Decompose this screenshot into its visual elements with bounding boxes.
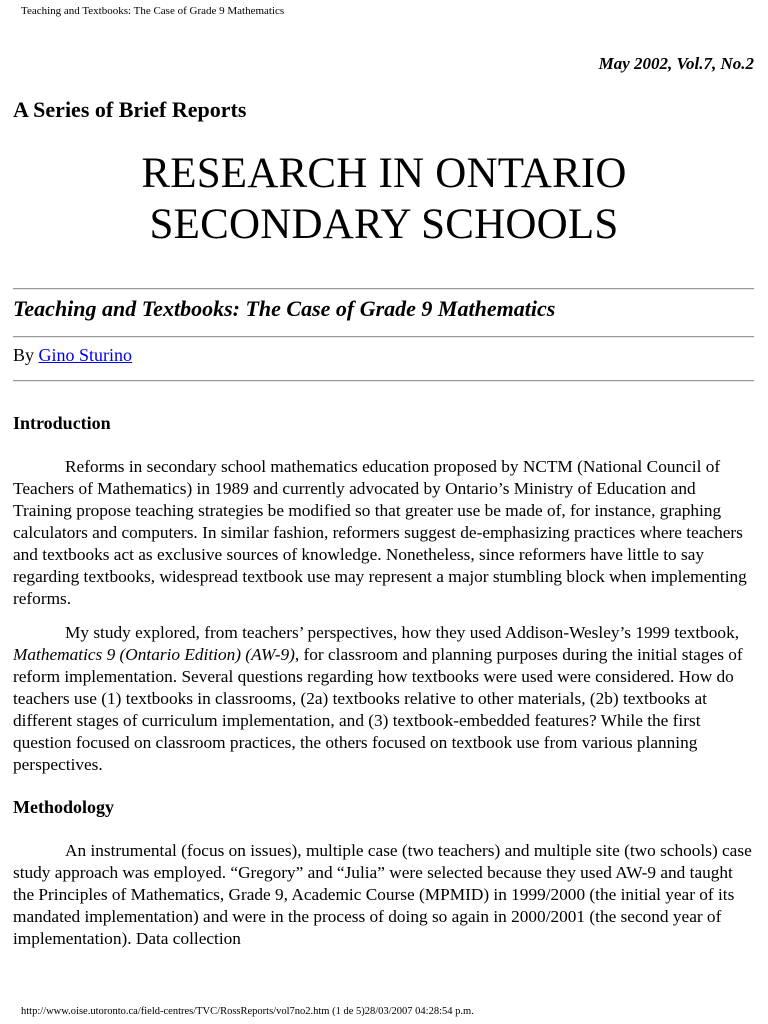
article-title: Teaching and Textbooks: The Case of Grade 9 Mathematics	[13, 296, 556, 321]
introduction-paragraph-1: Reforms in secondary school mathematics education proposed by NCTM (National Council of Teachers of Mathematics) in 1989 and currently advocated by Ontario’s Ministry of Education and Training propose teaching strategies be modified so that greater use be made of, for instance, graphing calculators and computers. In similar fashion, reformers suggest de-emphasizing practices where teachers and textbooks act as exclusive sources of knowledge. Nonetheless, since reformers have little to say regarding textbooks, widespread textbook use may represent a major stumbling block when implementing reforms.	[13, 457, 747, 608]
main-title-line-1: RESEARCH IN ONTARIO	[141, 150, 627, 197]
byline-prefix: By	[13, 345, 39, 365]
divider-top	[13, 288, 754, 290]
main-title-line-2: SECONDARY SCHOOLS	[149, 201, 619, 248]
introduction-paragraph-2	[13, 622, 755, 776]
series-heading: A Series of Brief Reports	[13, 97, 247, 122]
print-header-title: Teaching and Textbooks: The Case of Grade 9 Mathematics	[21, 5, 285, 17]
methodology-heading: Methodology	[13, 797, 114, 817]
print-footer-url: http://www.oise.utoronto.ca/field-centres/TVC/RossReports/vol7no2.htm (1 de 5)28/03/2007 04:28:54 p.m.	[21, 1006, 474, 1017]
issue-date: May 2002, Vol.7, No.2	[598, 54, 754, 73]
author-link[interactable]: Gino Sturino	[38, 345, 133, 365]
intro-p2-text-after: , for classroom and planning purposes during the initial stages of reform implementation. Several questions regarding how textbooks were used were considered. How do teachers use (1) textbooks in classrooms, (2a) textbooks relative to other materials, (2b) textbooks at different stages of curriculum implementation, and (3) textbook-embedded features? While the first question focused on classroom practices, the others focused on textbook use from various planning perspectives.	[13, 645, 743, 774]
divider-bottom	[13, 380, 754, 382]
article-body	[13, 412, 755, 962]
methodology-paragraph-1: An instrumental (focus on issues), multiple case (two teachers) and multiple site (two schools) case study approach was employed. “Gregory” and “Julia” were selected because they used AW-9 and taught the Principles of Mathematics, Grade 9, Academic Course (MPMID) in 1999/2000 (the initial year of its mandated implementation) and were in the process of doing so again in 2000/2001 (the second year of implementation). Data collection	[13, 841, 752, 948]
main-title	[0, 148, 768, 250]
divider-middle	[13, 336, 754, 338]
textbook-title: Mathematics 9 (Ontario Edition) (AW-9)	[13, 645, 295, 664]
byline	[13, 345, 132, 366]
intro-p2-text-before: My study explored, from teachers’ perspectives, how they used Addison-Wesley’s 1999 textbook,	[65, 623, 740, 642]
introduction-heading: Introduction	[13, 413, 111, 433]
